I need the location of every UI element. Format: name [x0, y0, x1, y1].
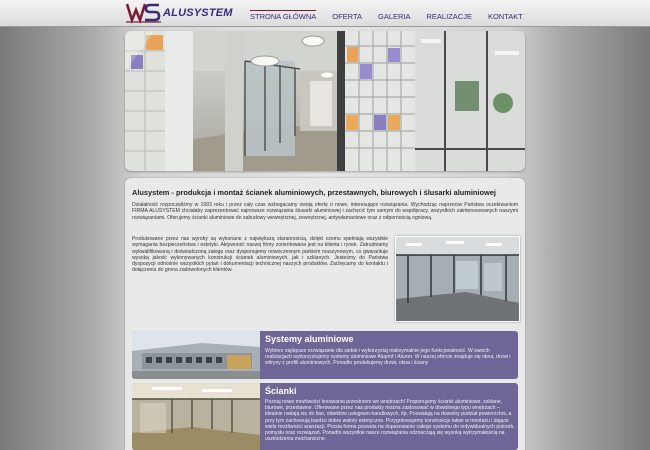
card-systemy-aluminiowe[interactable]: [132, 331, 518, 379]
nav-strona-glowna[interactable]: STRONA GŁÓWNA: [250, 12, 317, 21]
card-text: Wybierz najlepsze rozwiązanie dla siebie i wykorzystaj maksymalnie jego funkcjonalność. W swoich realizacjach wykorzystujemy systemy aluminiowe Aluprof i Aluron. W naszej ofercie znajduje się okna, drzwi i witryny z profili aluminiowych. Ponadto produkujemy drzwi, okna i ściany: [265, 348, 511, 367]
office-interior-illustration: [125, 31, 525, 171]
card-title: Systemy aluminiowe: [265, 334, 354, 344]
nav-oferta[interactable]: OFERTA: [332, 12, 362, 21]
logo[interactable]: [126, 2, 233, 24]
office-photo: [395, 236, 520, 322]
nav-galeria[interactable]: GALERIA: [378, 12, 411, 21]
card-title: Ścianki: [265, 386, 297, 396]
interior-photo: [132, 383, 260, 450]
hero-image: [125, 31, 525, 171]
logo-mark-icon: [126, 2, 162, 24]
page-title: Alusystem - produkcja i montaż ścianek aluminiowych, przestawnych, biurowych i ślusarki aluminiowej: [132, 188, 496, 197]
main-nav: [250, 12, 539, 22]
nav-realizacje[interactable]: REALIZACJE: [426, 12, 472, 21]
company-paragraph: Produkowane przez nas wyroby są wykonane z największą starannością, dzięki czemu spełniają wszystkie wymagania bezpieczeństwa i estetyki. Aktywność naszej firmy zorientowana jest na klienta i rynek. Zatrudniamy wykwalifikowaną i doświadczoną załogę oraz dysponujemy nowoczesnym parkiem maszynowym, co gwarantuje wysoką jakość wykonywanych konstrukcji ścianek aluminiowych, jak i szklanych. Jesteśmy do Państwa dyspozycji odnośnie wszystkich pytań i dokumentacji technicznej naszych produktów. Zachęcamy do kontaktu i dołączenia do grona zadowolonych klientów.: [132, 236, 388, 274]
header-bar: [0, 0, 650, 27]
card-text: Poznaj nowe możliwości kreowania przestrzeni we wnętrzach! Proponujemy ścianki aluminiowe, szklane, biurowe, przestawne. Oferowane przez nas produkty można zastosować w dowolnego typu wnętrzach – idealnie nadają się do biur, obiektów usługowo-handlowych, itp. Pozwalają na dowolny podział powierzchni, a przy tym zachowują bardzo dobre walory estetyczne. Przygotowujemy konstrukcje łatwe w montażu i dające wiele możliwości aranżacji. Prosta forma pozwala na dopasowanie całego systemu do indywidualnych potrzeb, pomysłu oraz rozwiązań. Ponadto wszystkie nasze rozwiązania odznaczają się wysoką wytrzymałością na uszkodzenia mechaniczne.: [265, 399, 515, 443]
card-scianki[interactable]: [132, 383, 518, 450]
nav-kontakt[interactable]: KONTAKT: [487, 12, 523, 21]
building-photo: [132, 331, 260, 379]
intro-paragraph: Działalność rozpoczęliśmy w 1993 roku i przez cały czas wzbogacamy swoją ofertę o nowe, interesujące rozwiązania. Wychodząc naprzeciw Państwa oczekiwaniom FIRMA ALUSYSTEM chciałaby zaprezentować najnowsze rozwiązania ślusarki aluminiowej i zachęcić tym samym do współpracy, wszystkich zainteresowanych naszymi rozwiązaniami. Oferujemy ścianki aluminiowe do zabudowy wewnętrznej, zewnętrznej, antywłamaniowe oraz z odpornością ogniową.: [132, 202, 518, 221]
logo-text: ALUSYSTEM: [163, 7, 233, 19]
